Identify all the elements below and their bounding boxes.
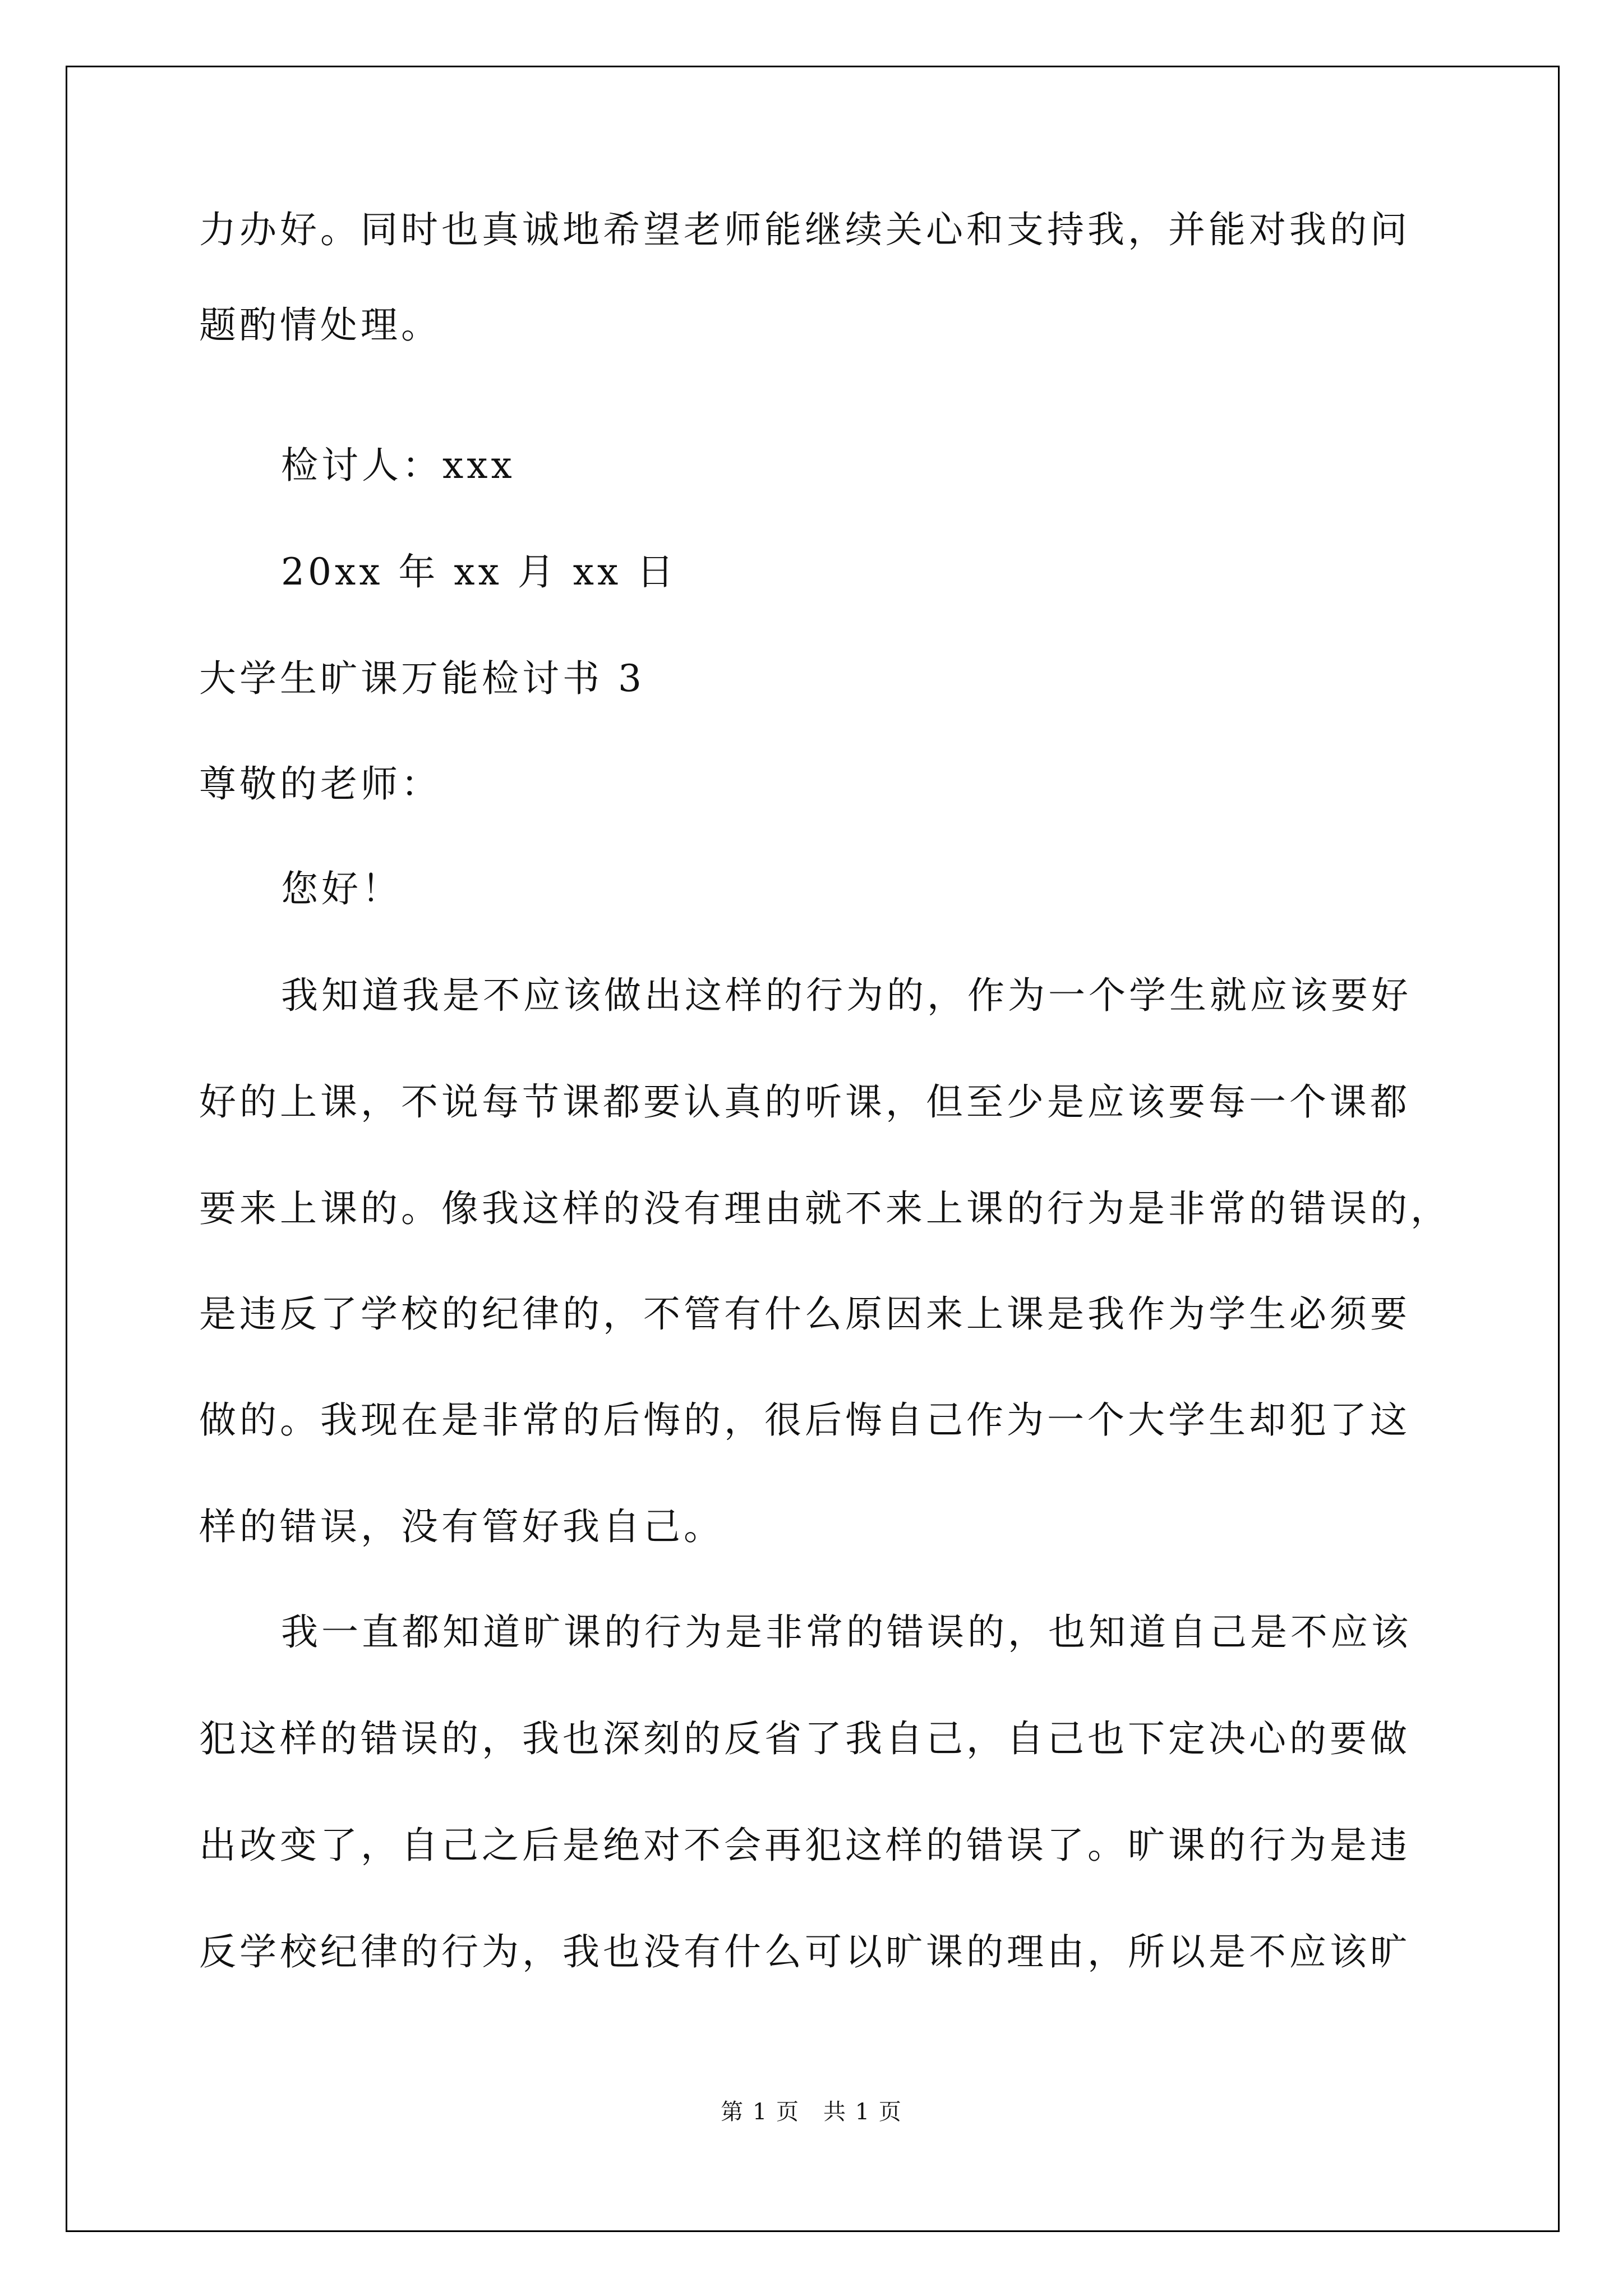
paragraph-line: 样的错误，没有管好我自己。 bbox=[199, 1505, 724, 1548]
paragraph-line: 题酌情处理。 bbox=[199, 303, 441, 347]
date-line: 20xx 年 xx 月 xx 日 bbox=[281, 550, 677, 593]
page-footer: 第 1 页 共 1 页 bbox=[721, 2099, 902, 2125]
greeting: 您好！ bbox=[281, 867, 402, 910]
paragraph-line: 我知道我是不应该做出这样的行为的，作为一个学生就应该要好 bbox=[281, 974, 1412, 1017]
paragraph-line: 做的。我现在是非常的后悔的，很后悔自己作为一个大学生却犯了这 bbox=[199, 1398, 1410, 1442]
paragraph-line: 要来上课的。像我这样的没有理由就不来上课的行为是非常的错误的， bbox=[199, 1187, 1451, 1230]
section-title: 大学生旷课万能检讨书 3 bbox=[199, 657, 645, 700]
salutation: 尊敬的老师： bbox=[199, 762, 441, 806]
paragraph-line: 好的上课，不说每节课都要认真的听课，但至少是应该要每一个课都 bbox=[199, 1080, 1410, 1124]
signature-line: 检讨人：xxx bbox=[281, 444, 515, 487]
paragraph-line: 反学校纪律的行为，我也没有什么可以旷课的理由，所以是不应该旷 bbox=[199, 1930, 1410, 1973]
paragraph-line: 是违反了学校的纪律的，不管有什么原因来上课是我作为学生必须要 bbox=[199, 1292, 1410, 1336]
paragraph-line: 力办好。同时也真诚地希望老师能继续关心和支持我，并能对我的问 bbox=[199, 208, 1410, 251]
paragraph-line: 犯这样的错误的，我也深刻的反省了我自己，自己也下定决心的要做 bbox=[199, 1717, 1410, 1760]
paragraph-line: 我一直都知道旷课的行为是非常的错误的，也知道自己是不应该 bbox=[281, 1611, 1412, 1654]
page-border bbox=[66, 66, 1560, 2232]
paragraph-line: 出改变了，自己之后是绝对不会再犯这样的错误了。旷课的行为是违 bbox=[199, 1824, 1410, 1867]
